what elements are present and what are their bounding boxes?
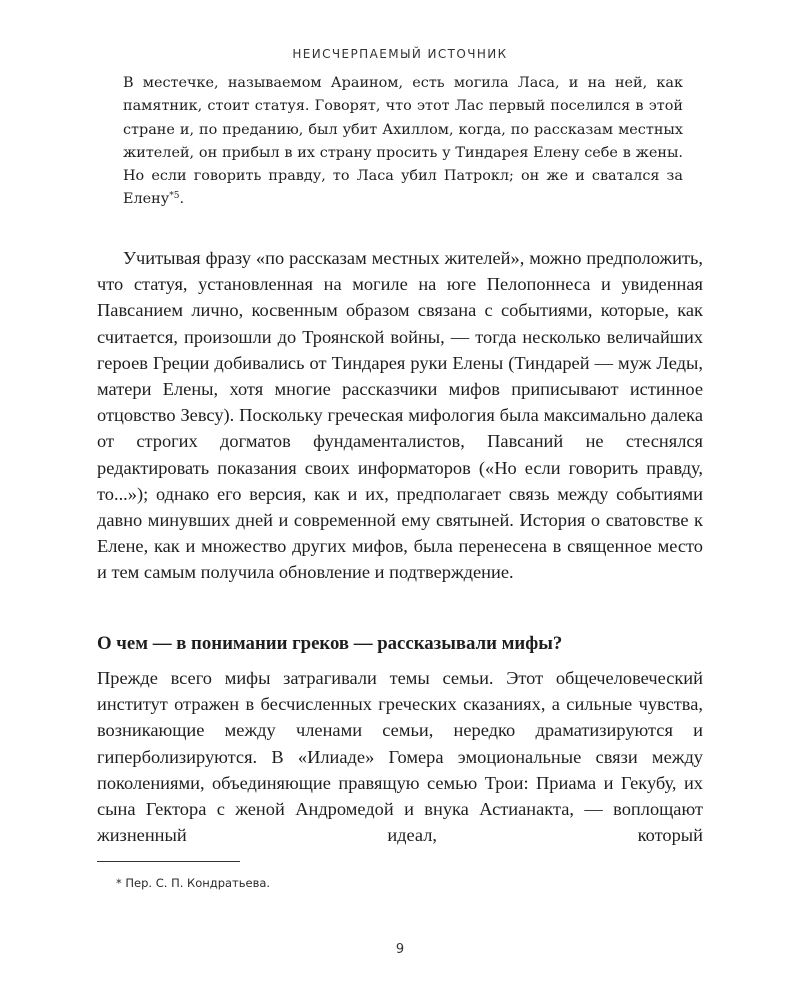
body-paragraph-2: Прежде всего мифы затрагивали темы семьи. Этот общечеловеческий институт отражен в бесчисленных греческих сказаниях, а сильные чувства, возникающие между членами семьи, нередко драматизируются и гиперболизируются. В «Илиаде» Гомера эмоциональные связи между поколениями, объединяющие правящую семью Трои: Приама и Гекубу, их сына Гектора с женой Андромедой и внука Астианакта, — воплощают жизненный идеал, который bbox=[97, 668, 703, 846]
section-heading: О чем — в понимании греков — рассказывали мифы? bbox=[97, 633, 563, 654]
quote-text: В местечке, называемом Араином, есть могила Ласа, и на ней, как памятник, стоит статуя. Говорят, что этот Лас первый поселился в этой стране и, по преданию, был убит Ахиллом, когда, по рассказам местных жителей, он прибыл в их страну просить у Тиндарея Елену себе в жены. Но если говорить правду, то Ласа убил Патрокл; он же и сватался за Елену bbox=[123, 75, 683, 208]
page-number: 9 bbox=[395, 942, 405, 957]
block-quote: В местечке, называемом Араином, есть могила Ласа, и на ней, как памятник, стоит статуя. Говорят, что этот Лас первый поселился в этой стране и, по преданию, был убит Ахиллом, когда, по рассказам местных жителей, он прибыл в их страну просить у Тиндарея Елену себе в жены. Но если говорить правду, то Ласа убил Патрокл; он же и сватался за Елену$^{*5}$. bbox=[123, 75, 683, 208]
footnote: * Пер. С. П. Кондратьева. bbox=[116, 876, 271, 890]
running-head: НЕИСЧЕРПАЕМЫЙ ИСТОЧНИК bbox=[292, 47, 508, 61]
body-paragraph-1: Учитывая фразу «по рассказам местных жителей», можно предположить, что статуя, установленная на могиле на юге Пелопоннеса и увиденная Павсанием лично, косвенным образом связана с событиями, которые, как считается, произошли до Троянской войны, — тогда несколько величайших героев Греции добивались от Тиндарея руки Елены (Тиндарей — муж Леды, матери Елены, хотя многие рассказчики мифов приписывают истинное отцовство Зевсу). Поскольку греческая мифология была максимально далека от строгих догматов фундаменталистов, Павсаний не стеснялся редактировать показания своих информаторов («Но если говорить правду, то...»); однако его версия, как и их, предполагает связь между событиями давно минувших дней и современной ему святыней. История о сватовстве к Елене, как и множество других мифов, была перенесена в священное место и тем самым получила обновление и подтверждение. bbox=[97, 248, 703, 583]
footnote-reference[interactable]: *5 bbox=[169, 191, 180, 202]
footnote-divider bbox=[97, 861, 240, 862]
